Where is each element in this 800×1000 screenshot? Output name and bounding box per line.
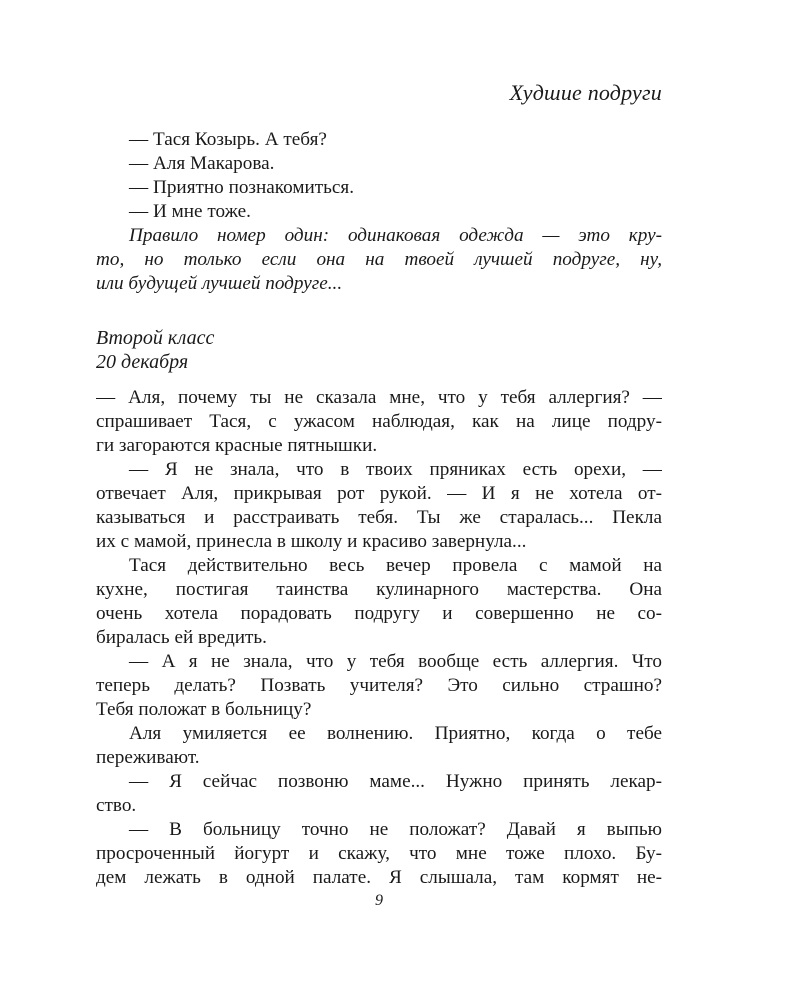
dialogue-line: — И мне тоже. — [129, 201, 251, 222]
body-line: ги загораются красные пятнышки. — [96, 435, 378, 456]
section-date: 20 декабря — [96, 351, 189, 373]
body-line: — Я не знала, что в твоих пряниках есть орехи, — — [129, 459, 662, 480]
body-line: — Аля, почему ты не сказала мне, что у тебя аллергия? — — [96, 387, 662, 408]
body-line: дем лежать в одной палате. Я слышала, там кормят не- — [96, 867, 662, 888]
body-line: казываться и расстраивать тебя. Ты же старалась... Пекла — [96, 507, 662, 528]
running-header: Худшие подруги — [509, 80, 662, 105]
rule-line: Правило номер один: одинаковая одежда — это кру- — [129, 225, 662, 246]
body-line: — А я не знала, что у тебя вообще есть аллергия. Что — [129, 651, 662, 672]
dialogue-line: — Аля Макарова. — [129, 153, 275, 174]
page-number: 9 — [375, 892, 383, 909]
body-line: биралась ей вредить. — [96, 627, 267, 648]
body-line: их с мамой, принесла в школу и красиво завернула... — [96, 531, 527, 552]
body-line: — Я сейчас позвоню маме... Нужно принять лекар- — [129, 771, 662, 792]
dialogue-line: — Тася Козырь. А тебя? — [129, 129, 327, 150]
body-line: — В больницу точно не положат? Давай я выпью — [129, 819, 662, 840]
section-grade: Второй класс — [96, 327, 215, 349]
body-line: очень хотела порадовать подругу и совершенно не со- — [96, 603, 662, 624]
section-heading — [96, 326, 214, 374]
body-line: переживают. — [96, 747, 200, 768]
body-line: спрашивает Тася, с ужасом наблюдая, как на лице подру- — [96, 411, 662, 432]
body-line: Аля умиляется ее волнению. Приятно, когда о тебе — [129, 723, 662, 744]
body-line: Тася действительно весь вечер провела с мамой на — [129, 555, 662, 576]
rule-line: то, но только если она на твоей лучшей подруге, ну, — [96, 249, 662, 270]
body-line: отвечает Аля, прикрывая рот рукой. — И я не хотела от- — [96, 483, 662, 504]
body-line: кухне, постигая таинства кулинарного мастерства. Она — [96, 579, 662, 600]
body-line: просроченный йогурт и скажу, что мне тоже плохо. Бу- — [96, 843, 662, 864]
body-text — [96, 386, 662, 890]
dialogue-line: — Приятно познакомиться. — [129, 177, 355, 198]
body-line: ство. — [96, 795, 137, 816]
dialogue-block — [96, 128, 662, 296]
body-line: Тебя положат в больницу? — [96, 699, 312, 720]
body-line: теперь делать? Позвать учителя? Это сильно страшно? — [96, 675, 662, 696]
rule-line: или будущей лучшей подруге... — [96, 273, 343, 294]
